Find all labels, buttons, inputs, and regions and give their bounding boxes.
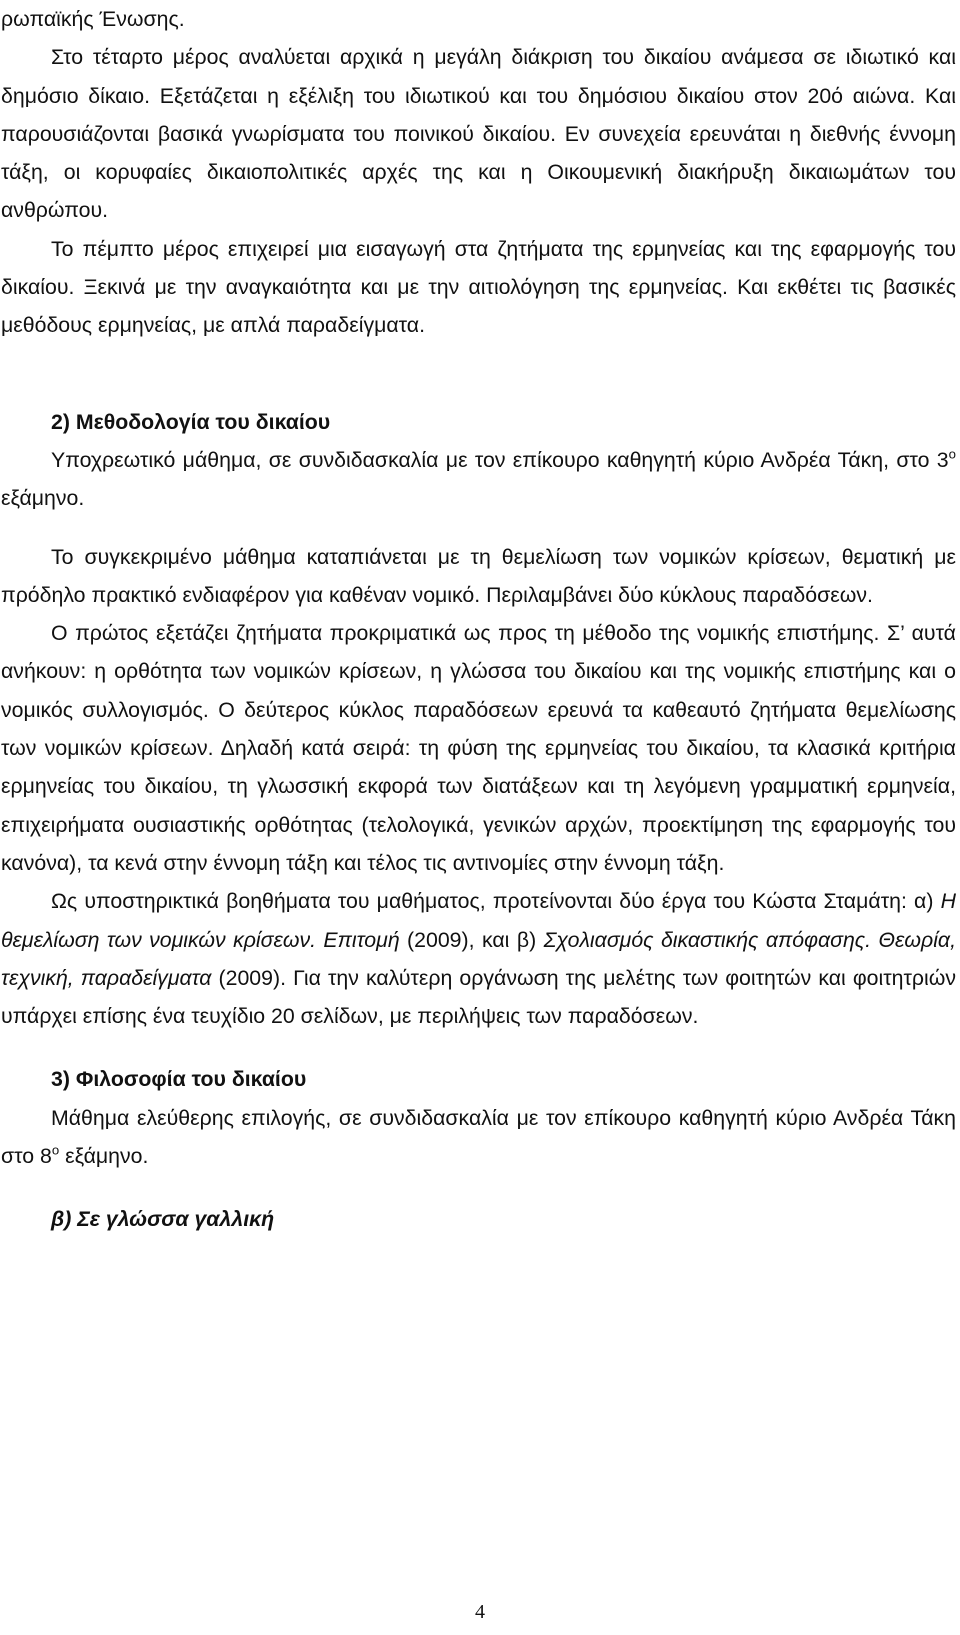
semester-superscript: ο bbox=[51, 1142, 60, 1158]
book-title-one: Η θεμελίωση των νομικών κρίσεων. Επιτομή bbox=[1, 889, 956, 952]
spacer bbox=[1, 1035, 956, 1060]
methodology-course-info-text: Υποχρεωτικό μάθημα, σε συνδιδασκαλία με τον επίκουρο καθηγητή κύριο Ανδρέα Τάκη, στο 3 bbox=[51, 447, 949, 472]
paragraph-methodology-cycles: Ο πρώτος εξετάζει ζητήματα προκριματικά ως προς τη μέθοδο της νομικής επιστήμης. Σ’ αυτά ανήκουν: η ορθότητα των νομικών κρίσεων, η γλώσσα του δικαίου και της νομικής επιστήμης και ο νομικός συλλογισμός. Ο δεύτερος κύκλος παραδόσεων ερευνά τα καθεαυτό ζητήματα θεμελίωσης των νομικών κρίσεων. Δηλαδή κατά σειρά: τη φύση της ερμηνείας του δικαίου, τα κλασικά κριτήρια ερμηνείας του δικαίου, τη γλωσσική εκφορά των διατάξεων και τη λεγόμενη γραμματική ερμηνεία, επιχειρήματα ουσιαστικής ορθότητας (τελολογικά, γενικών αρχών, προεκτίμηση της εφαρμογής του κανόνα), τα κενά στην έννομη τάξη και τέλος τις αντινομίες στην έννομη τάξη. bbox=[1, 621, 956, 875]
section-heading-french: β) Σε γλώσσα γαλλική bbox=[51, 1207, 275, 1232]
section-heading-philosophy: 3) Φιλοσοφία του δικαίου bbox=[51, 1067, 307, 1092]
spacer bbox=[1, 518, 956, 538]
page-number: 4 bbox=[475, 1601, 485, 1623]
methodology-course-info bbox=[1, 441, 956, 518]
supporting-materials-year-one: (2009), και β) bbox=[399, 927, 544, 952]
philosophy-course-info-end: εξάμηνο. bbox=[59, 1144, 149, 1169]
paragraph-methodology-intro: Το συγκεκριμένο μάθημα καταπιάνεται με τη θεμελίωση των νομικών κρίσεων, θεματική με πρόδηλο πρακτικό ενδιαφέρον για καθέναν νομικό. Περιλαμβάνει δύο κύκλους παραδόσεων. bbox=[1, 544, 956, 607]
spacer bbox=[1, 1175, 956, 1200]
supporting-materials-text: Ως υποστηρικτικά βοηθήματα του μαθήματος, προτείνονται δύο έργα του Κώστα Σταμάτη: α) bbox=[51, 889, 941, 914]
document-body bbox=[1, 0, 956, 1239]
paragraph-supporting-materials bbox=[1, 882, 956, 1035]
philosophy-course-info-text: Μάθημα ελεύθερης επιλογής, σε συνδιδασκαλία με τον επίκουρο καθηγητή κύριο Ανδρέα Τάκη στο 8 bbox=[1, 1105, 956, 1169]
semester-superscript: ο bbox=[948, 446, 956, 462]
spacer bbox=[1, 345, 956, 403]
supporting-materials-end: (2009). Για την καλύτερη οργάνωση της μελέτης των φοιτητών και φοιτητριών υπάρχει επίσης ένα τευχίδιο 20 σελίδων, με περιλήψεις των παραδόσεων. bbox=[1, 965, 956, 1029]
section-heading-methodology: 2) Μεθοδολογία του δικαίου bbox=[51, 409, 331, 434]
paragraph-continuation: ρωπαϊκής Ένωσης. bbox=[1, 7, 185, 31]
paragraph-part-four: Στο τέταρτο μέρος αναλύεται αρχικά η μεγάλη διάκριση του δικαίου ανάμεσα σε ιδιωτικό και δημόσιο δίκαιο. Εξετάζεται η εξέλιξη του ιδιωτικού και του δημόσιου δικαίου στον 20ό αιώνα. Και παρουσιάζονται βασικά γνωρίσματα του ποινικού δικαίου. Εν συνεχεία ερευνάται η διεθνής έννομη τάξη, οι κορυφαίες δικαιοπολιτικές αρχές της και η Οικουμενική διακήρυξη δικαιωμάτων του ανθρώπου. bbox=[1, 45, 956, 223]
methodology-course-info-end: εξάμηνο. bbox=[1, 486, 85, 511]
paragraph-part-five: Το πέμπτο μέρος επιχειρεί μια εισαγωγή στα ζητήματα της ερμηνείας και της εφαρμογής του δικαίου. Ξεκινά με την αναγκαιότητα και με την αιτιολόγηση της ερμηνείας. Και εκθέτει τις βασικές μεθόδους ερμηνείας, με απλά παραδείγματα. bbox=[1, 236, 956, 338]
philosophy-course-info bbox=[1, 1099, 956, 1176]
book-title-two: Σχολιασμός δικαστικής απόφασης. Θεωρία, τεχνική, παραδείγματα bbox=[1, 927, 956, 990]
